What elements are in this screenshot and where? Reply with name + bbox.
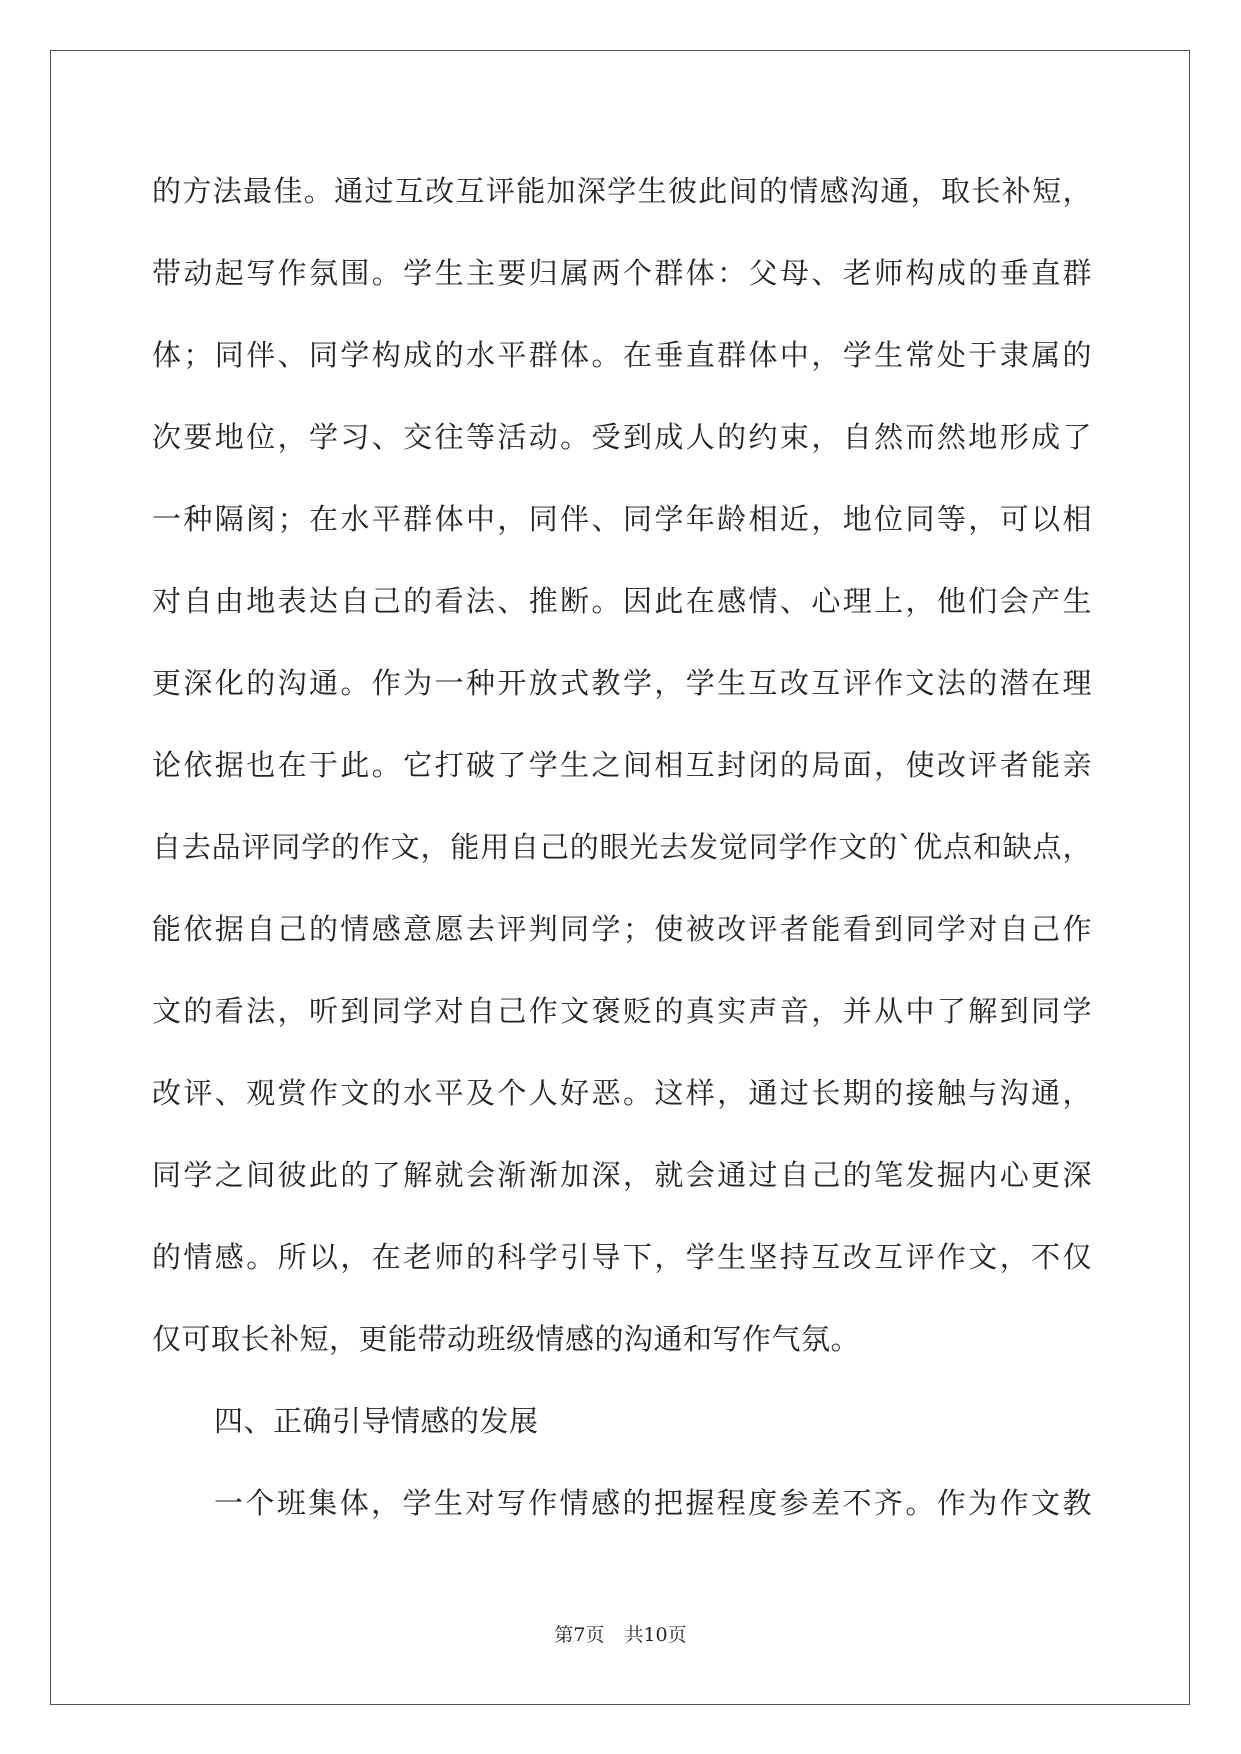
page-number: 第7页 — [554, 1624, 605, 1646]
paragraph-line: 体；同伴、同学构成的水平群体。在垂直群体中，学生常处于隶属的 — [152, 338, 1092, 372]
paragraph-line: 一个班集体，学生对写作情感的把握程度参差不齐。作为作文教 — [214, 1486, 1092, 1520]
paragraph-line: 一种隔阂；在水平群体中，同伴、同学年龄相近，地位同等，可以相 — [152, 502, 1092, 536]
section-heading: 四、正确引导情感的发展 — [214, 1404, 539, 1438]
page-footer — [0, 1620, 1241, 1647]
paragraph-line: 更深化的沟通。作为一种开放式教学，学生互改互评作文法的潜在理 — [152, 666, 1092, 700]
paragraph-line: 自去品评同学的作文，能用自己的眼光去发觉同学作文的`优点和缺点， — [152, 830, 1092, 864]
paragraph-line: 的情感。所以，在老师的科学引导下，学生坚持互改互评作文，不仅 — [152, 1240, 1092, 1274]
paragraph-line: 改评、观赏作文的水平及个人好恶。这样，通过长期的接触与沟通， — [152, 1076, 1092, 1110]
paragraph-line: 文的看法，听到同学对自己作文褒贬的真实声音，并从中了解到同学 — [152, 994, 1092, 1028]
document-body — [152, 150, 1092, 1544]
paragraph-line: 带动起写作氛围。学生主要归属两个群体：父母、老师构成的垂直群 — [152, 256, 1092, 290]
paragraph-line: 对自由地表达自己的看法、推断。因此在感情、心理上，他们会产生 — [152, 584, 1092, 618]
paragraph-line: 能依据自己的情感意愿去评判同学；使被改评者能看到同学对自己作 — [152, 912, 1092, 946]
paragraph-line: 同学之间彼此的了解就会渐渐加深，就会通过自己的笔发掘内心更深 — [152, 1158, 1092, 1192]
paragraph-line: 的方法最佳。通过互改互评能加深学生彼此间的情感沟通，取长补短， — [152, 174, 1092, 208]
paragraph-line: 仅可取长补短，更能带动班级情感的沟通和写作气氛。 — [152, 1322, 861, 1356]
page-total: 共10页 — [624, 1624, 687, 1646]
paragraph-line: 次要地位，学习、交往等活动。受到成人的约束，自然而然地形成了 — [152, 420, 1092, 454]
paragraph-line: 论依据也在于此。它打破了学生之间相互封闭的局面，使改评者能亲 — [152, 748, 1092, 782]
